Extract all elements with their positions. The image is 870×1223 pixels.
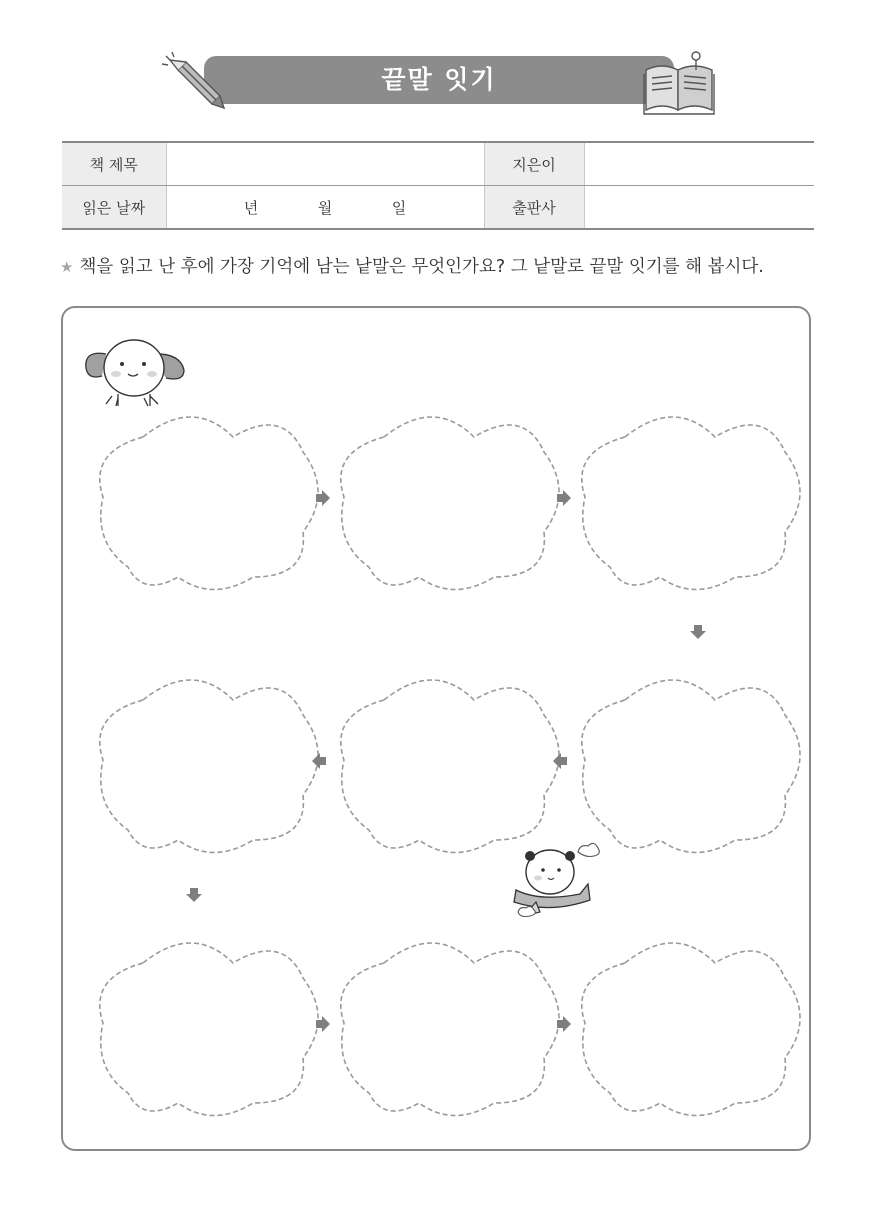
instruction-text: 책을 읽고 난 후에 가장 기억에 남는 낱말은 무엇인가요? 그 낱말로 끝말 잇기를 해 봅시다. xyxy=(79,257,764,277)
word-bubble-8[interactable] xyxy=(341,943,559,1116)
author-label: 지은이 xyxy=(484,142,584,186)
word-bubble-7[interactable] xyxy=(100,943,318,1116)
arrow-down-icon xyxy=(690,625,706,639)
publisher-label: 출판사 xyxy=(484,186,584,230)
month-unit: 월 xyxy=(317,198,333,217)
star-icon: ★ xyxy=(60,258,74,276)
arrow-left-icon xyxy=(553,753,567,769)
word-bubble-3[interactable] xyxy=(582,417,800,590)
arrow-left-icon xyxy=(312,753,326,769)
airplane-mascot-icon xyxy=(514,843,599,916)
word-bubble-2[interactable] xyxy=(341,417,559,590)
word-bubble-5[interactable] xyxy=(341,680,559,853)
book-title-label: 책 제목 xyxy=(62,142,166,186)
year-unit: 년 xyxy=(243,198,259,217)
read-date-label: 읽은 날짜 xyxy=(62,186,166,230)
puppy-mascot-icon xyxy=(86,340,184,406)
word-bubble-4[interactable] xyxy=(582,680,800,853)
word-bubble-9[interactable] xyxy=(582,943,800,1116)
word-bubble-6[interactable] xyxy=(100,680,318,853)
page-title: 끝말 잇기 xyxy=(381,65,497,94)
word-bubble-1[interactable] xyxy=(100,417,318,590)
arrow-down-icon xyxy=(186,888,202,902)
day-unit: 일 xyxy=(391,198,407,217)
